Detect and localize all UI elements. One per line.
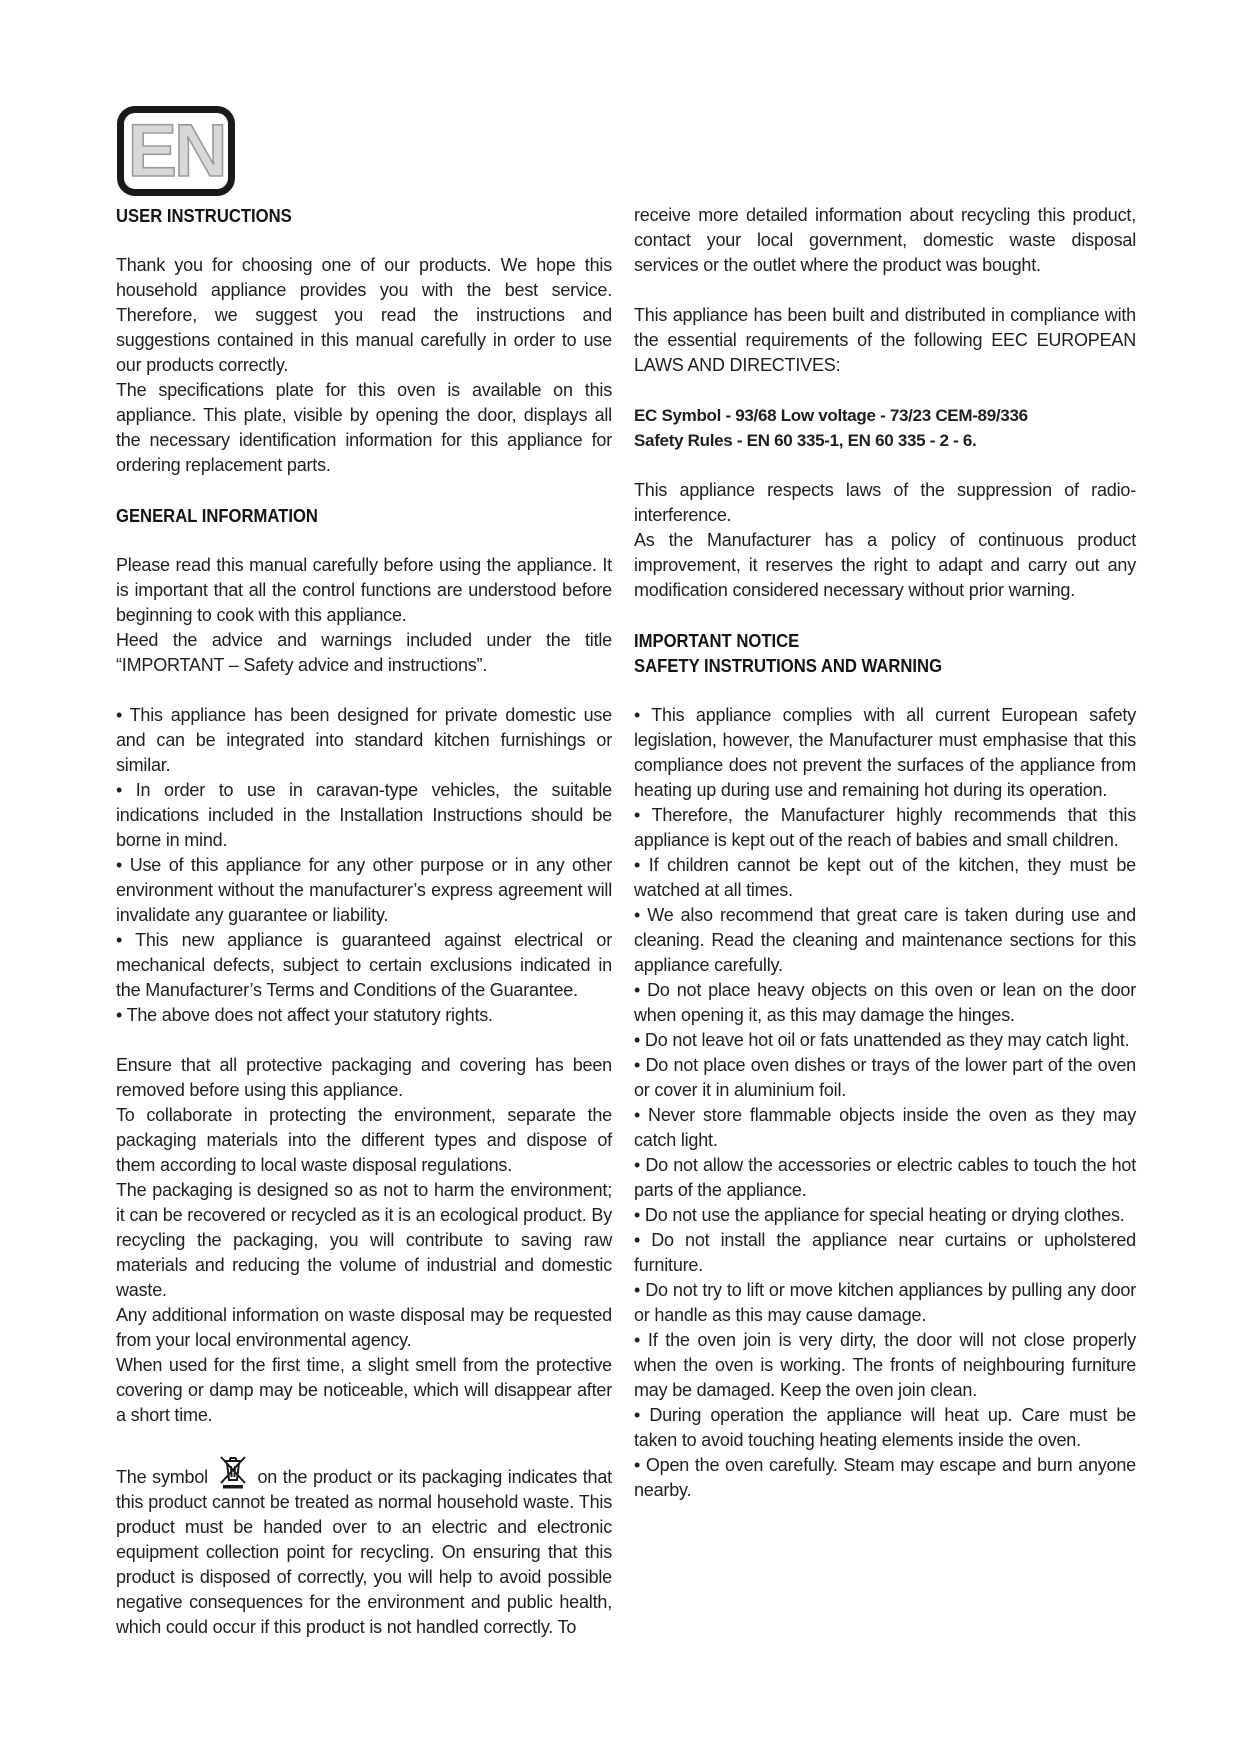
safety-bullet: • If children cannot be kept out of the kitchen, they must be watched at all times. bbox=[634, 855, 1136, 900]
heading-important-notice: IMPORTANT NOTICE bbox=[634, 630, 800, 651]
recycling-info-paragraph: receive more detailed information about recycling this product, contact your local government, domestic waste disposal services or the outlet where the product was bought. bbox=[634, 205, 1136, 275]
safety-bullet: • Do not try to lift or move kitchen appliances by pulling any door or handle as this may cause damage. bbox=[634, 1280, 1136, 1325]
bullet-item: • Use of this appliance for any other purpose or in any other environment without the manufacturer’s express agreement will invalidate any guarantee or liability. bbox=[116, 855, 612, 925]
safety-bullet: • If the oven join is very dirty, the door will not close properly when the oven is working. The fronts of neighbouring furniture may be damaged. Keep the oven join clean. bbox=[634, 1330, 1136, 1400]
packaging-paragraph: Ensure that all protective packaging and covering has been removed before using this appliance. bbox=[116, 1055, 612, 1100]
crossed-bin-icon bbox=[218, 1453, 248, 1489]
packaging-paragraph: When used for the first time, a slight smell from the protective covering or damp may be noticeable, which will disappear after a short time. bbox=[116, 1355, 612, 1425]
right-column bbox=[634, 203, 1136, 1503]
compliance-paragraph: This appliance has been built and distributed in compliance with the essential requirements of the following EEC EUROPEAN LAWS AND DIRECTIVES: bbox=[634, 305, 1136, 375]
safety-bullet: • During operation the appliance will heat up. Care must be taken to avoid touching heating elements inside the oven. bbox=[634, 1405, 1136, 1450]
weee-text-after: on the product or its packaging indicates that this product cannot be treated as normal household waste. This product must be handed over to an electric and electronic equipment collection point for recycling. On ensuring that this product is disposed of correctly, you will help to avoid possible negative consequences for the environment and public health, which could occur if this product is not handled correctly. To bbox=[116, 1467, 612, 1637]
safety-bullet: • Do not place heavy objects on this oven or lean on the door when opening it, as this may damage the hinges. bbox=[634, 980, 1136, 1025]
packaging-paragraph: The packaging is designed so as not to harm the environment; it can be recovered or recycled as it is an ecological product. By recycling the packaging, you will contribute to saving raw materials and reducing the volume of industrial and domestic waste. bbox=[116, 1180, 612, 1300]
safety-bullet: • Do not allow the accessories or electric cables to touch the hot parts of the appliance. bbox=[634, 1155, 1136, 1200]
safety-bullet: • Never store flammable objects inside the oven as they may catch light. bbox=[634, 1105, 1136, 1150]
bullet-item: • The above does not affect your statutory rights. bbox=[116, 1005, 493, 1025]
safety-bullet: • Do not leave hot oil or fats unattended as they may catch light. bbox=[634, 1030, 1130, 1050]
heading-user-instructions: USER INSTRUCTIONS bbox=[116, 205, 292, 226]
specifications-plate-paragraph: The specifications plate for this oven is available on this appliance. This plate, visible by opening the door, displays all the necessary identification information for this appliance for ordering replacement parts. bbox=[116, 380, 612, 475]
weee-text-before: The symbol bbox=[116, 1467, 208, 1487]
safety-rules-line: Safety Rules - EN 60 335-1, EN 60 335 - 2 - 6. bbox=[634, 431, 977, 450]
read-manual-paragraph: Please read this manual carefully before using the appliance. It is important that all the control functions are understood before beginning to cook with this appliance. bbox=[116, 555, 612, 625]
safety-bullet: • We also recommend that great care is taken during use and cleaning. Read the cleaning and maintenance sections for this appliance carefully. bbox=[634, 905, 1136, 975]
ec-symbol-line: EC Symbol - 93/68 Low voltage - 73/23 CEM-89/336 bbox=[634, 406, 1028, 425]
safety-bullet: • Do not use the appliance for special heating or drying clothes. bbox=[634, 1205, 1125, 1225]
language-badge bbox=[117, 106, 235, 196]
left-column bbox=[116, 203, 612, 1640]
safety-bullet: • Do not install the appliance near curtains or upholstered furniture. bbox=[634, 1230, 1136, 1275]
packaging-paragraph: Any additional information on waste disposal may be requested from your local environmental agency. bbox=[116, 1305, 612, 1350]
product-improvement-paragraph: As the Manufacturer has a policy of continuous product improvement, it reserves the right to adapt and carry out any modification considered necessary without prior warning. bbox=[634, 530, 1136, 600]
bullet-item: • This appliance has been designed for private domestic use and can be integrated into standard kitchen furnishings or similar. bbox=[116, 705, 612, 775]
safety-bullet: • Do not place oven dishes or trays of the lower part of the oven or cover it in aluminium foil. bbox=[634, 1055, 1136, 1100]
heading-safety-instructions: SAFETY INSTRUTIONS AND WARNING bbox=[634, 655, 943, 676]
thank-you-paragraph: Thank you for choosing one of our products. We hope this household appliance provides you with the best service. Therefore, we suggest you read the instructions and suggestions contained in this manual carefully in order to use our products correctly. bbox=[116, 255, 612, 375]
radio-interference-paragraph: This appliance respects laws of the suppression of radio-interference. bbox=[634, 480, 1136, 525]
heading-general-information: GENERAL INFORMATION bbox=[116, 505, 318, 526]
bullet-item: • This new appliance is guaranteed against electrical or mechanical defects, subject to certain exclusions indicated in the Manufacturer’s Terms and Conditions of the Guarantee. bbox=[116, 930, 612, 1000]
safety-bullet: • Open the oven carefully. Steam may escape and burn anyone nearby. bbox=[634, 1455, 1136, 1500]
packaging-paragraph: To collaborate in protecting the environment, separate the packaging materials into the different types and dispose of them according to local waste disposal regulations. bbox=[116, 1105, 612, 1175]
heed-advice-paragraph: Heed the advice and warnings included under the title “IMPORTANT – Safety advice and instructions”. bbox=[116, 630, 612, 675]
safety-bullet: • Therefore, the Manufacturer highly recommends that this appliance is kept out of the reach of babies and small children. bbox=[634, 805, 1136, 850]
safety-bullet: • This appliance complies with all current European safety legislation, however, the Manufacturer must emphasise that this compliance does not prevent the surfaces of the appliance from heating up during use and remaining hot during its operation. bbox=[634, 705, 1136, 800]
language-badge-text: EN bbox=[127, 109, 225, 192]
bullet-item: • In order to use in caravan-type vehicles, the suitable indications included in the Installation Instructions should be borne in mind. bbox=[116, 780, 612, 850]
weee-symbol-paragraph bbox=[116, 1453, 612, 1640]
